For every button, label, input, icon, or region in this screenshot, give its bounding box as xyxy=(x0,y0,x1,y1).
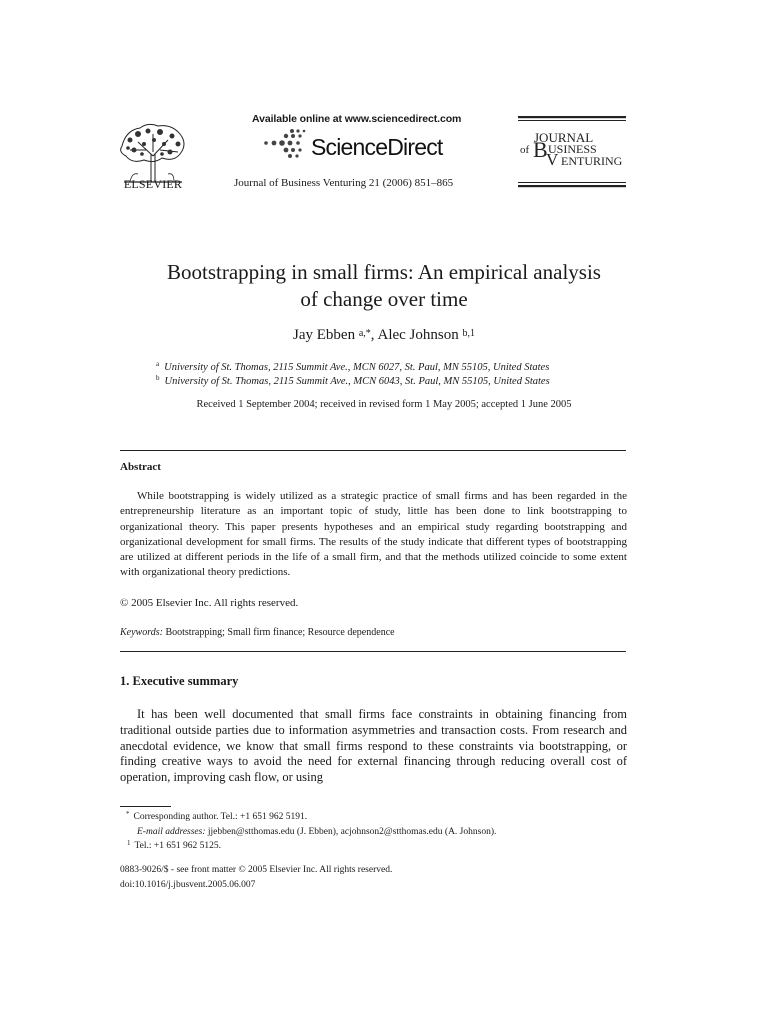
footnote-text: Tel.: +1 651 962 5125. xyxy=(134,841,221,851)
author-affiliation-mark: b,1 xyxy=(462,328,475,339)
journal-citation: Journal of Business Venturing 21 (2006) 851–865 xyxy=(234,177,454,189)
footnote-corresponding-author xyxy=(126,812,307,822)
jbv-logo-v: V xyxy=(546,150,559,169)
jbv-logo-journal: JOURNAL xyxy=(534,130,594,145)
email-label: E-mail addresses: xyxy=(137,827,206,837)
section-paragraph: It has been well documented that small firms face constraints in obtaining financing from traditional outside parties due to information asymmetries and transaction costs. From research and anecdotal evidence, we know that small firms respond to these constraints via bootstrapping, or finding creative ways to avoid the need for external financing through reducing overall cost of operation, improving cash flow, or using xyxy=(120,707,627,785)
section-body xyxy=(120,707,627,786)
sciencedirect-dots-icon xyxy=(262,128,310,160)
footnote-text: Corresponding author. Tel.: +1 651 962 5191. xyxy=(133,812,308,822)
author-name: Jay Ebben xyxy=(293,327,356,343)
jbv-logo-b: B xyxy=(533,137,548,162)
footnote-mark: * xyxy=(126,810,130,818)
author-name: Alec Johnson xyxy=(377,327,459,343)
article-title xyxy=(100,259,668,313)
footnote-tel xyxy=(127,841,221,851)
affiliation-text: University of St. Thomas, 2115 Summit Ave., MCN 6043, St. Paul, MN 55105, United States xyxy=(164,376,550,387)
abstract-paragraph: While bootstrapping is widely utilized as a strategic practice of small firms and has been regarded in the entrepreneurship literature as an important topic of study, little has been done to link bootstrapping to organizational theory. This paper presents hypotheses and an empirical study regarding bootstrapping and organizational development for small firms. The results of the study indicate that different types of bootstrapping are utilized at different periods in the life of a small firm, and that the methods utilized coincide to some extent with organizational theory predictions. xyxy=(120,490,627,579)
affiliation-b xyxy=(156,376,550,387)
issn-line: 0883-9026/$ - see front matter © 2005 Elsevier Inc. All rights reserved. xyxy=(120,865,393,875)
affiliation-mark: b xyxy=(156,374,160,382)
keywords-label: Keywords: xyxy=(120,627,163,638)
footnote-email xyxy=(137,827,496,837)
email-addresses: jjebben@stthomas.edu (J. Ebben), acjohnson2@stthomas.edu (A. Johnson). xyxy=(205,827,497,837)
author-separator: , xyxy=(370,327,378,343)
jbv-logo-enturing: ENTURING xyxy=(561,154,623,168)
doi-line: doi:10.1016/j.jbusvent.2005.06.007 xyxy=(120,880,256,890)
abstract-body xyxy=(120,489,627,581)
footnote-mark: 1 xyxy=(127,839,131,847)
section-heading: 1. Executive summary xyxy=(120,674,239,688)
author-affiliation-mark: a,* xyxy=(358,328,371,339)
jbv-logo-usiness: USINESS xyxy=(548,142,597,156)
footnote-rule xyxy=(120,806,171,807)
divider xyxy=(120,651,626,652)
affiliation-text: University of St. Thomas, 2115 Summit Ave., MCN 6027, St. Paul, MN 55105, United States xyxy=(164,362,550,373)
jbv-logo-of: of xyxy=(520,144,530,156)
article-title-line-2: of change over time xyxy=(300,287,468,311)
abstract-heading: Abstract xyxy=(120,461,161,473)
article-title-line-1: Bootstrapping in small firms: An empirical analysis xyxy=(167,260,601,284)
author-list xyxy=(100,327,668,344)
journal-of-business-venturing-logo-icon xyxy=(516,116,628,188)
affiliation-mark: a xyxy=(156,360,160,368)
affiliation-a xyxy=(156,362,549,373)
received-dates: Received 1 September 2004; received in revised form 1 May 2005; accepted 1 June 2005 xyxy=(196,399,572,410)
publisher-name: ELSEVIER xyxy=(123,177,183,191)
divider xyxy=(120,450,626,451)
sciencedirect-brand: ScienceDirect xyxy=(311,134,443,160)
available-online-line: Available online at www.sciencedirect.com xyxy=(252,113,462,125)
abstract-copyright: © 2005 Elsevier Inc. All rights reserved. xyxy=(120,597,299,609)
keywords-line xyxy=(120,627,395,638)
keywords-list: Bootstrapping; Small firm finance; Resource dependence xyxy=(162,627,395,638)
